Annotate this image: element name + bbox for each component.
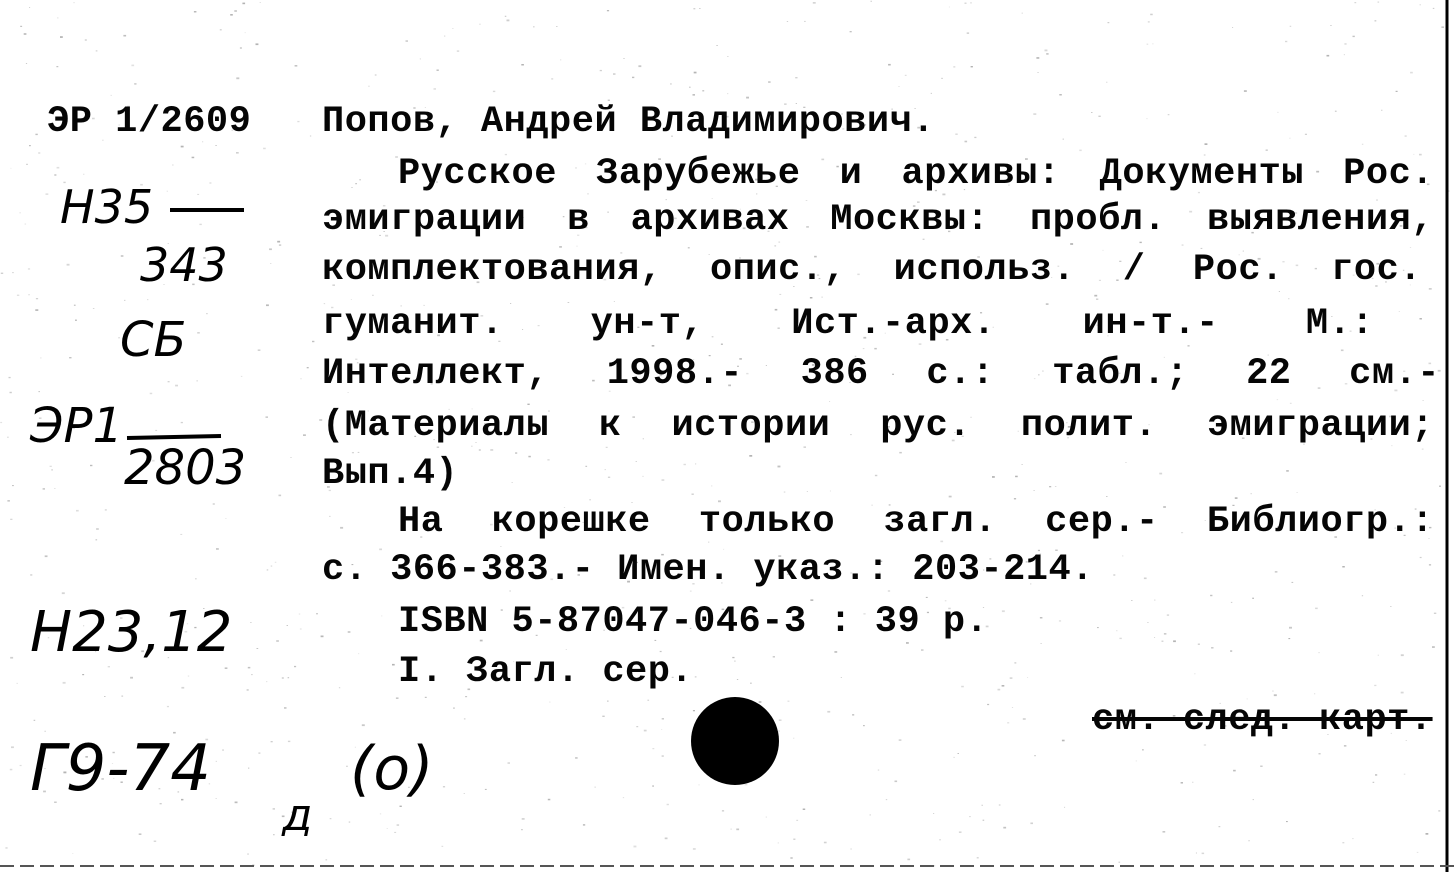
handwritten-top-number: Н35 xyxy=(60,180,154,234)
title-line: гуманит. ун-т, Ист.-арх. ин-т.- М.: xyxy=(322,303,1374,345)
author-heading: Попов, Андрей Владимирович. xyxy=(322,101,935,143)
handwritten-bottom-paren: (о) xyxy=(350,734,434,804)
series-entry: I. Загл. сер. xyxy=(398,651,694,693)
note-line: с. 366-383.- Имен. указ.: 203-214. xyxy=(322,549,1094,591)
title-line: Интеллект, 1998.- 386 с.: табл.; 22 см.- xyxy=(322,353,1440,395)
note-line: На корешке только загл. сер.- Библиогр.: xyxy=(398,501,1434,543)
call-number: ЭР 1/2609 xyxy=(47,101,252,143)
handwritten-bottom-number: 343 xyxy=(140,238,228,292)
handwritten-er-prefix: ЭР1 xyxy=(30,398,123,454)
handwritten-bottom-code: Г9-74 xyxy=(30,732,211,806)
isbn-line: ISBN 5-87047-046-3 : 39 р. xyxy=(398,601,989,643)
handwritten-bottom-subscript: д xyxy=(282,790,313,841)
handwritten-er-number: 2803 xyxy=(124,440,247,496)
title-line: эмиграции в архивах Москвы: пробл. выявления, xyxy=(322,199,1434,241)
handwritten-class-code: Н23,12 xyxy=(30,600,233,665)
title-line: Русское Зарубежье и архивы: Документы Рос. xyxy=(398,153,1434,195)
title-line: Вып.4) xyxy=(322,453,459,495)
title-line: комплектования, опис., использ. / Рос. гос. xyxy=(322,249,1422,291)
next-card-note: см. след. карт. xyxy=(1092,699,1433,741)
handwritten-abbrev: СБ xyxy=(120,312,187,368)
title-line: (Материалы к истории рус. полит. эмиграции; xyxy=(322,405,1434,447)
